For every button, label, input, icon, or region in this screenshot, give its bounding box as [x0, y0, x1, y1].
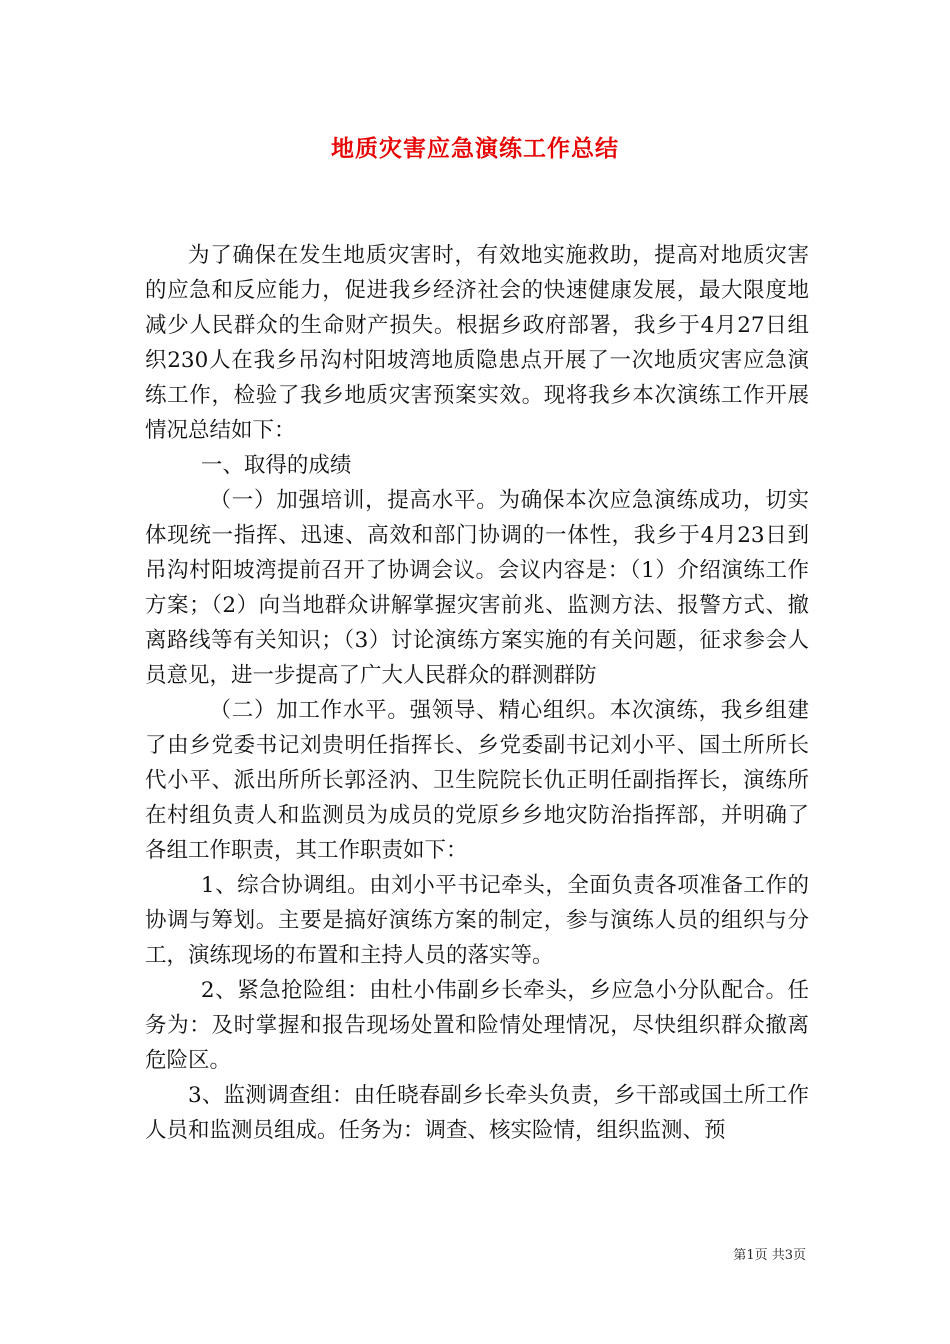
- page-footer: 第1页 共3页: [733, 1248, 806, 1263]
- section-heading-achievements: 一、取得的成绩: [200, 453, 352, 478]
- paragraph-coordination-group: 1、综合协调组。由刘小平书记牵头，全面负责各项准备工作的协调与筹划。主要是搞好演练方案的制定，参与演练人员的组织与分工，演练现场的布置和主持人员的落实等。: [145, 873, 809, 968]
- paragraph-organization: （二）加工作水平。强领导、精心组织。本次演练，我乡组建了由乡党委书记刘贵明任指挥长、乡党委副书记刘小平、国土所所长代小平、派出所所长郭泾汭、卫生院院长仇正明任副指挥长，演练所在村组负责人和监测员为成员的党原乡乡地灾防治指挥部，并明确了各组工作职责，其工作职责如下：: [145, 698, 809, 863]
- document-title: 地质灾害应急演练工作总结: [331, 135, 619, 162]
- paragraph-intro: 为了确保在发生地质灾害时，有效地实施救助，提高对地质灾害的应急和反应能力，促进我乡经济社会的快速健康发展，最大限度地减少人民群众的生命财产损失。根据乡政府部署，我乡于4月27日组织230人在我乡吊沟村阳坡湾地质隐患点开展了一次地质灾害应急演练工作，检验了我乡地质灾害预案实效。现将我乡本次演练工作开展情况总结如下：: [145, 243, 809, 443]
- paragraph-rescue-group: 2、紧急抢险组：由杜小伟副乡长牵头，乡应急小分队配合。任务为：及时掌握和报告现场处置和险情处理情况，尽快组织群众撤离危险区。: [145, 978, 809, 1073]
- paragraph-monitoring-group: 3、监测调查组：由任晓春副乡长牵头负责，乡干部或国土所工作人员和监测员组成。任务为：调查、核实险情，组织监测、预: [145, 1083, 809, 1143]
- paragraph-training: （一）加强培训，提高水平。为确保本次应急演练成功，切实体现统一指挥、迅速、高效和部门协调的一体性，我乡于4月23日到吊沟村阳坡湾提前召开了协调会议。会议内容是：（1）介绍演练工作方案；（2）向当地群众讲解掌握灾害前兆、监测方法、报警方式、撤离路线等有关知识；（3）讨论演练方案实施的有关问题，征求参会人员意见，进一步提高了广大人民群众的群测群防: [145, 488, 809, 688]
- document-body: [145, 238, 809, 1148]
